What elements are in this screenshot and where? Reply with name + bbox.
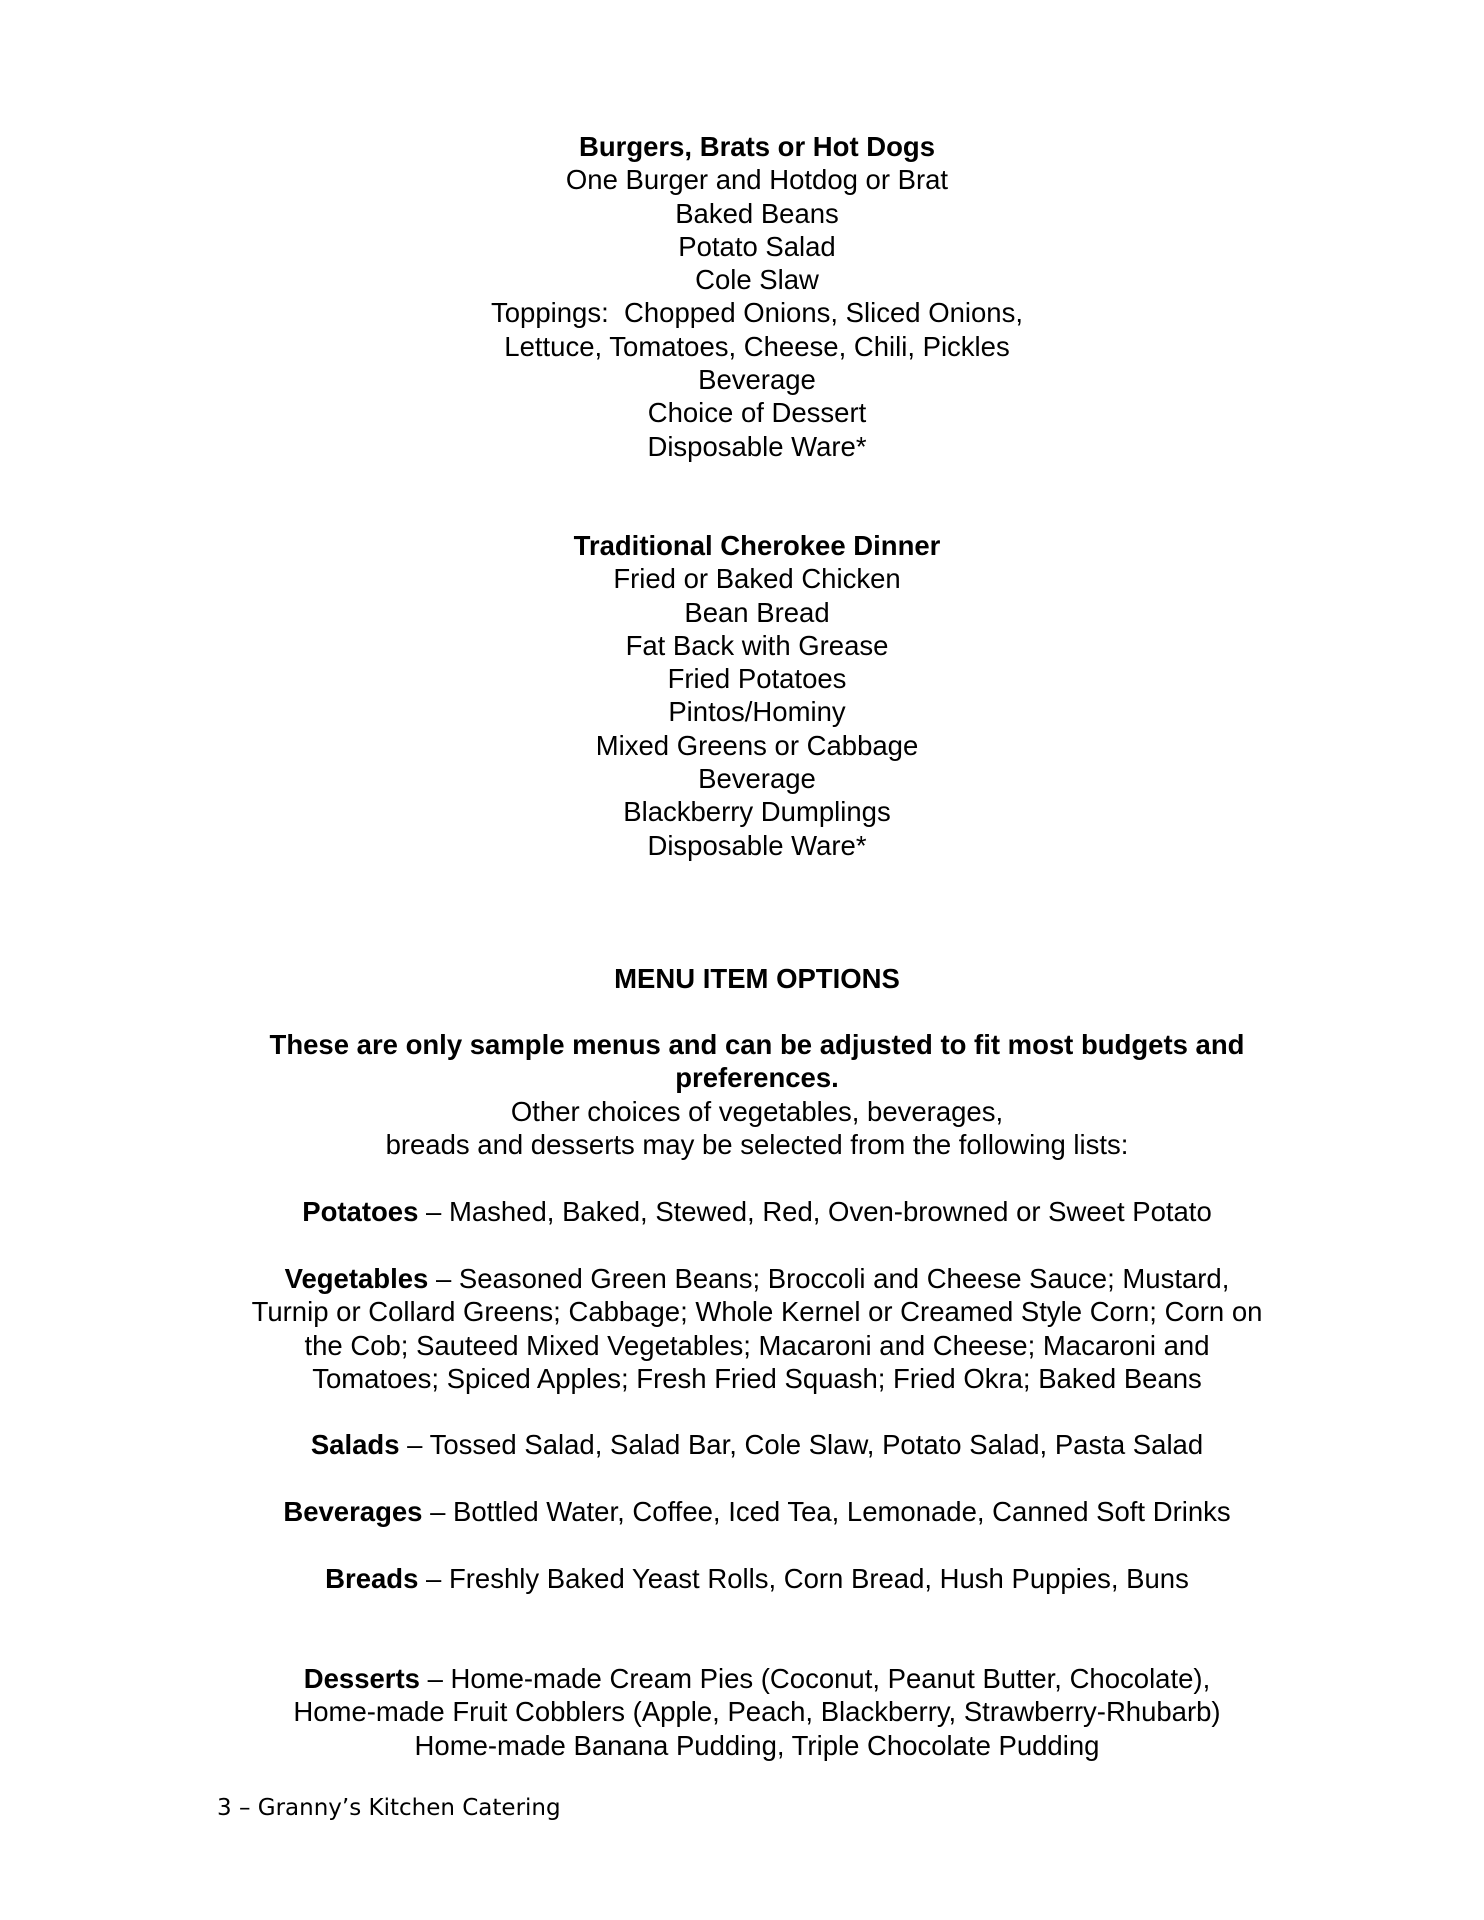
menu-item: Fat Back with Grease bbox=[625, 629, 889, 661]
menu-item: Fried or Baked Chicken bbox=[613, 563, 901, 595]
option-category-label: Vegetables bbox=[284, 1263, 429, 1294]
sample-menu-note-line: preferences. bbox=[675, 1062, 839, 1094]
option-line bbox=[212, 1428, 1302, 1461]
menu-item: Baked Beans bbox=[675, 197, 839, 229]
option-line bbox=[212, 1662, 1302, 1695]
option-line bbox=[212, 1562, 1302, 1595]
menu-item: Beverage bbox=[698, 364, 816, 396]
page-footer: 3 – Granny’s Kitchen Catering bbox=[217, 1795, 561, 1821]
menu-title: Burgers, Brats or Hot Dogs bbox=[578, 131, 936, 162]
menu-traditional-cherokee-dinner bbox=[212, 529, 1302, 862]
option-line bbox=[212, 1262, 1302, 1295]
option-vegetables bbox=[212, 1262, 1302, 1395]
option-category-label: Beverages bbox=[283, 1496, 423, 1527]
option-text: – Freshly Baked Yeast Rolls, Corn Bread, Hush Puppies, Buns bbox=[418, 1563, 1189, 1594]
option-text: – Bottled Water, Coffee, Iced Tea, Lemonade, Canned Soft Drinks bbox=[422, 1496, 1231, 1527]
option-text: – Tossed Salad, Salad Bar, Cole Slaw, Potato Salad, Pasta Salad bbox=[399, 1429, 1204, 1460]
option-salads bbox=[212, 1428, 1302, 1461]
option-breads bbox=[212, 1562, 1302, 1595]
option-line: Home-made Banana Pudding, Triple Chocolate Pudding bbox=[414, 1729, 1100, 1761]
option-category-label: Breads bbox=[325, 1563, 419, 1594]
menu-item: Lettuce, Tomatoes, Cheese, Chili, Pickles bbox=[504, 330, 1010, 362]
option-beverages bbox=[212, 1495, 1302, 1528]
menu-item: One Burger and Hotdog or Brat bbox=[565, 164, 949, 196]
menu-item: Beverage bbox=[698, 763, 816, 795]
sample-menu-note-line: These are only sample menus and can be adjusted to fit most budgets and bbox=[269, 1029, 1245, 1060]
menu-item: Choice of Dessert bbox=[647, 397, 867, 429]
option-line: Turnip or Collard Greens; Cabbage; Whole Kernel or Creamed Style Corn; Corn on bbox=[251, 1296, 1263, 1328]
menu-item: Disposable Ware* bbox=[647, 829, 867, 861]
menu-item: Mixed Greens or Cabbage bbox=[595, 729, 919, 761]
option-line: the Cob; Sauteed Mixed Vegetables; Macaroni and Cheese; Macaroni and bbox=[304, 1329, 1210, 1361]
menu-item: Toppings: Chopped Onions, Sliced Onions, bbox=[491, 297, 1023, 329]
intro-line: breads and desserts may be selected from the following lists: bbox=[385, 1128, 1129, 1160]
menu-item: Cole Slaw bbox=[695, 264, 819, 296]
menu-item: Blackberry Dumplings bbox=[623, 796, 891, 828]
menu-item: Bean Bread bbox=[684, 596, 830, 628]
option-category-label: Desserts bbox=[303, 1663, 420, 1694]
option-line bbox=[212, 1195, 1302, 1228]
option-potatoes bbox=[212, 1195, 1302, 1228]
option-line: Tomatoes; Spiced Apples; Fresh Fried Squash; Fried Okra; Baked Beans bbox=[312, 1362, 1202, 1394]
option-text: – Seasoned Green Beans; Broccoli and Cheese Sauce; Mustard, bbox=[428, 1263, 1230, 1294]
menu-item: Potato Salad bbox=[678, 230, 836, 262]
options-heading: MENU ITEM OPTIONS bbox=[614, 963, 900, 994]
menu-title: Traditional Cherokee Dinner bbox=[573, 530, 941, 561]
option-text: – Mashed, Baked, Stewed, Red, Oven-browned or Sweet Potato bbox=[418, 1196, 1212, 1227]
option-category-label: Potatoes bbox=[302, 1196, 419, 1227]
menu-item: Pintos/Hominy bbox=[668, 696, 846, 728]
menu-item: Disposable Ware* bbox=[647, 430, 867, 462]
menu-burgers-brats-hotdogs bbox=[212, 130, 1302, 463]
option-desserts bbox=[212, 1662, 1302, 1762]
option-category-label: Salads bbox=[310, 1429, 400, 1460]
option-line: Home-made Fruit Cobblers (Apple, Peach, Blackberry, Strawberry-Rhubarb) bbox=[293, 1696, 1221, 1728]
option-line bbox=[212, 1495, 1302, 1528]
option-text: – Home-made Cream Pies (Coconut, Peanut Butter, Chocolate), bbox=[419, 1663, 1211, 1694]
menu-item: Fried Potatoes bbox=[667, 663, 847, 695]
intro-line: Other choices of vegetables, beverages, bbox=[510, 1095, 1004, 1127]
options-intro bbox=[212, 1028, 1302, 1161]
